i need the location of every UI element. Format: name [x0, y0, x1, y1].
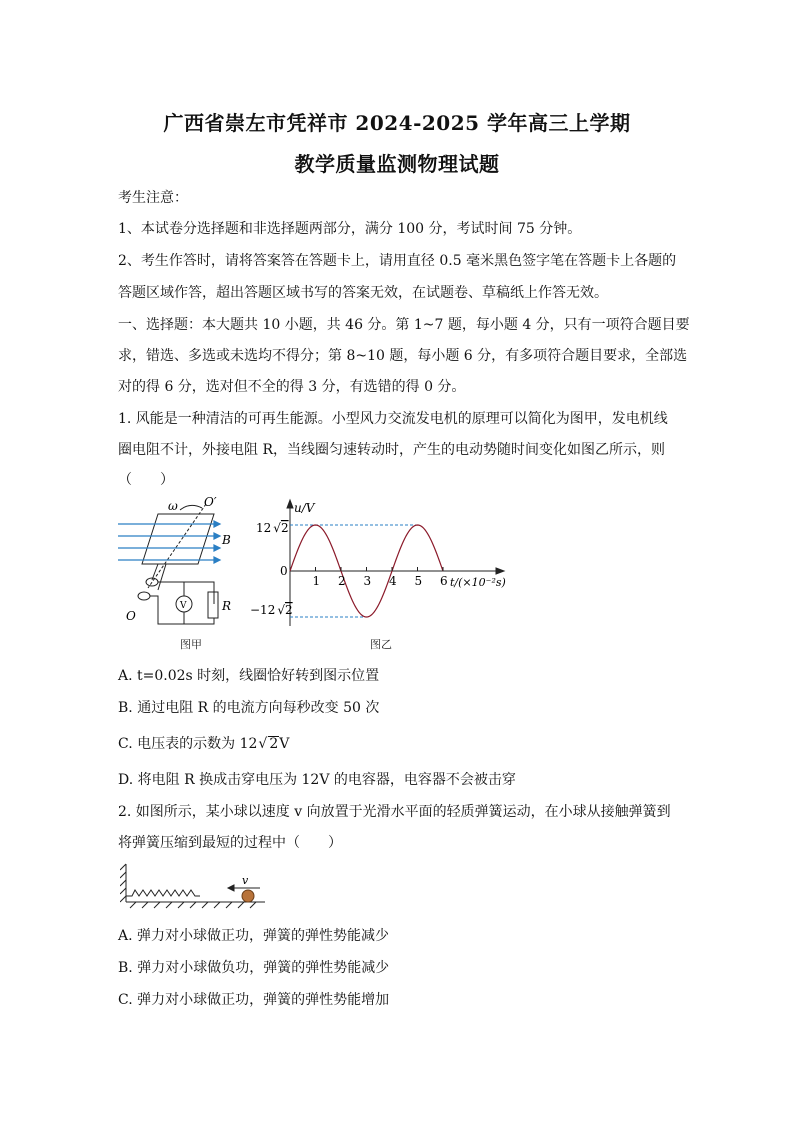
section-1-line-2: 求，错选、多选或未选均不得分；第 8~10 题，每小题 6 分，有多项符合题目要求，全部选 [118, 348, 688, 364]
slip-ring-bottom [138, 592, 150, 600]
o-prime-label: O′ [204, 496, 217, 509]
figure-b-caption: 图乙 [370, 638, 392, 651]
floor-hatch [130, 902, 256, 908]
x-axis-label: t/(×10⁻²s) [450, 576, 506, 589]
x-tick-label: 3 [363, 574, 372, 588]
q1-option-c-text: C. 电压表的示数为 12 [118, 736, 258, 752]
title-line-1: 广西省崇左市凭祥市 2024-2025 学年高三上学期 [163, 111, 631, 135]
title-line-2: 教学质量监测物理试题 [294, 152, 500, 176]
notice-item-1: 1、本试卷分选择题和非选择题两部分，满分 100 分，考试时间 75 分钟。 [118, 221, 582, 237]
b-label: B [222, 533, 231, 547]
omega-label: ω [168, 499, 178, 513]
y-axis-label: u/V [294, 501, 315, 515]
x-tick-label: 4 [389, 574, 397, 588]
figure-generator [118, 496, 248, 656]
x-tick-label: 5 [414, 574, 423, 588]
x-tick-label: 1 [312, 574, 321, 588]
x-axis-arrow-icon [496, 568, 504, 574]
q1-stem-2: 圈电阻不计，外接电阻 R，当线圈匀速转动时，产生的电动势随时间变化如图乙所示，则 [118, 442, 665, 458]
r-label: R [222, 599, 232, 613]
resistor-R [208, 592, 218, 618]
q1-stem-1: 1. 风能是一种清洁的可再生能源。小型风力交流发电机的原理可以简化为图甲，发电机线 [118, 411, 668, 427]
y-top-label: 12 √2 [256, 521, 289, 535]
o-label: O [126, 609, 136, 623]
q1-option-c[interactable]: C. 电压表的示数为 12√ 2V [118, 736, 290, 752]
q1-option-d[interactable]: D. 将电阻 R 换成击穿电压为 12V 的电容器，电容器不会被击穿 [118, 772, 516, 788]
q2-option-c[interactable]: C. 弹力对小球做正功，弹簧的弹性势能增加 [118, 992, 390, 1008]
y-bottom-label: −12 √2 [250, 603, 293, 617]
notice-heading: 考生注意： [118, 190, 188, 206]
q1-answer-paren: （ ） [118, 472, 174, 488]
q2-option-b[interactable]: B. 弹力对小球做负功，弹簧的弹性势能减少 [118, 960, 390, 976]
wall-hatch [120, 864, 126, 902]
figure-a-caption: 图甲 [180, 638, 202, 651]
x-tick-label: 2 [338, 574, 346, 588]
x-tick-label: 6 [440, 574, 448, 588]
coil-frame [142, 514, 214, 564]
velocity-label: v [242, 874, 249, 887]
q2-option-a[interactable]: A. 弹力对小球做正功，弹簧的弹性势能减少 [118, 928, 390, 944]
notice-item-2b: 答题区域作答，超出答题区域书写的答案无效，在试题卷、草稿纸上作答无效。 [118, 285, 608, 301]
rotation-arrow-icon [180, 505, 202, 510]
q1-option-c-sqrt: 2 [269, 736, 279, 752]
q1-option-a[interactable]: A. t=0.02s 时刻，线圈恰好转到图示位置 [118, 668, 380, 684]
section-1-line-1: 一、选择题：本大题共 10 小题，共 46 分。第 1~7 题，每小题 4 分，只有一项符合题目要 [118, 317, 690, 333]
notice-item-2a: 2、考生作答时，请将答案答在答题卡上，请用直径 0.5 毫米黑色签字笔在答题卡上各题的 [118, 253, 677, 269]
y-axis-arrow-icon [287, 500, 293, 508]
spring [126, 890, 200, 896]
q2-stem-1: 2. 如图所示，某小球以速度 v 向放置于光滑水平面的轻质弹簧运动，在小球从接触弹簧到 [118, 804, 671, 820]
figure-voltage-chart [250, 496, 510, 656]
q1-option-c-unit: V [279, 736, 290, 752]
ball [242, 890, 254, 902]
voltmeter-label: V [180, 601, 187, 611]
figure-spring-ball [120, 860, 270, 910]
section-1-line-3: 对的得 6 分，选对但不全的得 3 分，有选错的得 0 分。 [118, 379, 466, 395]
q1-option-b[interactable]: B. 通过电阻 R 的电流方向每秒改变 50 次 [118, 700, 380, 716]
q2-stem-2: 将弹簧压缩到最短的过程中（ ） [118, 835, 342, 851]
origin-label: 0 [280, 564, 288, 578]
